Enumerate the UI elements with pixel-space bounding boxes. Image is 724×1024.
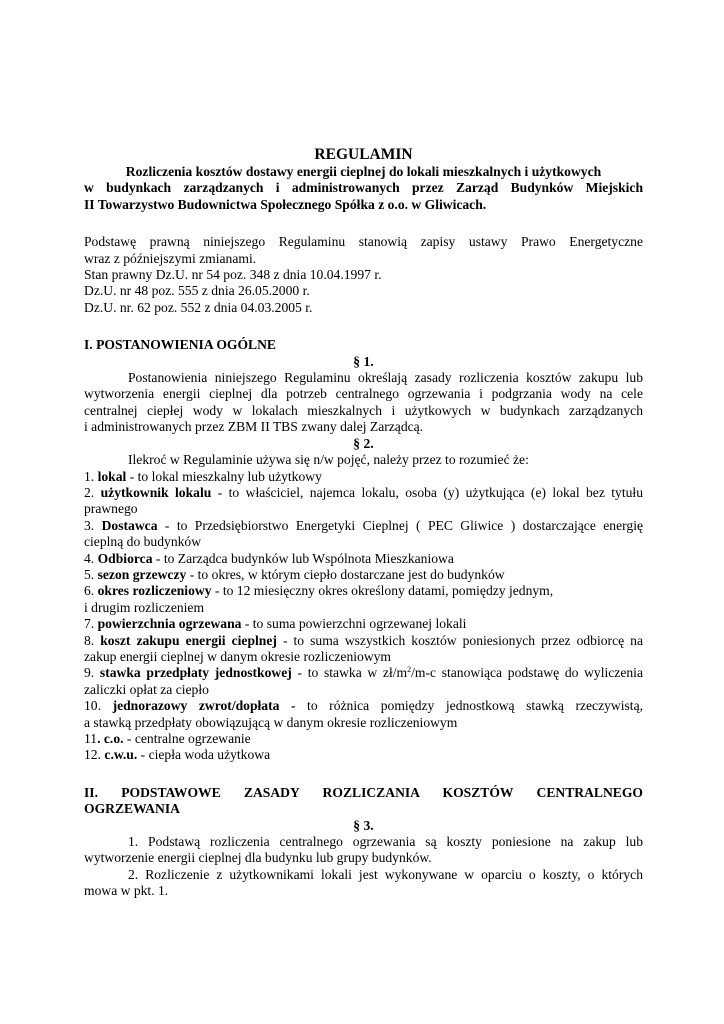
paragraph-1-line: centralnej ciepłej wody w lokalach mieszkalnych i użytkowych w budynkach zarządzanych: [84, 402, 643, 418]
legal-ref: Dz.U. nr 48 poz. 555 z dnia 26.05.2000 r.: [84, 283, 310, 299]
definition-continuation: cieplną do budynków: [84, 534, 202, 550]
paragraph-1-line: Postanowienia niniejszego Regulaminu określają zasady rozliczenia kosztów zakupu lub: [128, 370, 643, 386]
section-2-heading-line-1: II. PODSTAWOWE ZASADY ROZLICZANIA KOSZTÓW CENTRALNEGO: [84, 784, 643, 800]
definition-item: 1. lokal - to lokal mieszkalny lub użytkowy: [84, 468, 322, 484]
definition-item: 4. Odbiorca - to Zarządca budynków lub Wspólnota Mieszkaniowa: [84, 550, 454, 566]
subtitle-line-2: w budynkach zarządzanych i administrowanych przez Zarząd Budynków Miejskich: [84, 180, 643, 196]
definition-item: 8. koszt zakupu energii cieplnej - to suma wszystkich kosztów poniesionych przez odbiorcę na: [84, 632, 643, 648]
definition-continuation: prawnego: [84, 501, 138, 517]
definition-list: [84, 469, 643, 764]
legal-ref: Stan prawny Dz.U. nr 54 poz. 348 z dnia 10.04.1997 r.: [84, 267, 382, 283]
legal-intro-line-2: wraz z późniejszymi zmianami.: [84, 250, 257, 266]
definition-item: 2. użytkownik lokalu - to właściciel, najemca lokalu, osoba (y) użytkująca (e) lokal bez tytułu: [84, 484, 643, 500]
section-2: [84, 785, 643, 900]
definition-item: 12. c.w.u. - ciepła woda użytkowa: [84, 747, 271, 763]
definition-continuation: zaliczki opłat za ciepło: [84, 681, 209, 697]
paragraph-2-sign: § 2.: [353, 435, 374, 451]
definition-item: 7. powierzchnia ogrzewana - to suma powierzchni ogrzewanej lokali: [84, 616, 467, 632]
document-page: [84, 146, 643, 900]
definition-item: 11. c.o. - centralne ogrzewanie: [84, 731, 251, 746]
paragraph-2-intro: Ilekroć w Regulaminie używa się n/w pojęć, należy przez to rozumieć że:: [128, 452, 529, 468]
subtitle-line-3: II Towarzystwo Budownictwa Społecznego Spółka z o.o. w Gliwicach.: [84, 196, 487, 212]
legal-intro-line-1: Podstawę prawną niniejszego Regulaminu stanowią zapisy ustawy Prawo Energetyczne: [84, 234, 643, 250]
definition-item: 10. jednorazowy zwrot/dopłata - to różnica pomiędzy jednostkową stawką rzeczywistą,: [84, 698, 643, 714]
definition-continuation: i drugim rozliczeniem: [84, 599, 205, 615]
section-1: [84, 337, 643, 764]
definition-item: 3. Dostawca - to Przedsiębiorstwo Energetyki Cieplnej ( PEC Gliwice ) dostarczające energię: [84, 517, 644, 533]
definition-item: 6. okres rozliczeniowy - to 12 miesięczny okres określony datami, pomiędzy jednym,: [84, 583, 554, 599]
document-title: REGULAMIN: [314, 146, 413, 163]
paragraph-3-item-1-line-2: wytworzenie energii cieplnej dla budynku lub grupy budynków.: [84, 850, 432, 866]
legal-ref: Dz.U. nr. 62 poz. 552 z dnia 04.03.2005 r.: [84, 299, 313, 315]
paragraph-3-sign: § 3.: [353, 817, 374, 833]
document-subtitle: [84, 164, 643, 213]
subtitle-line-1: Rozliczenia kosztów dostawy energii cieplnej do lokali mieszkalnych i użytkowych: [125, 164, 602, 179]
definition-item: 5. sezon grzewczy - to okres, w którym ciepło dostarczane jest do budynków: [84, 566, 505, 582]
section-2-heading-line-2: OGRZEWANIA: [84, 801, 180, 817]
paragraph-3-item-2-line-2: mowa w pkt. 1.: [84, 883, 169, 899]
definition-continuation: a stawką przedpłaty obowiązującą w danym okresie rozliczeniowym: [84, 714, 458, 730]
section-1-heading: I. POSTANOWIENIA OGÓLNE: [84, 337, 276, 353]
paragraph-3-item-2-line-1: 2. Rozliczenie z użytkownikami lokali jest wykonywane w oparciu o koszty, o których: [128, 866, 643, 882]
legal-basis: [84, 234, 643, 316]
paragraph-1-line: wytworzenia energii cieplnej dla potrzeb centralnego ogrzewania i podgrzania wody na cele: [84, 386, 643, 402]
definition-continuation: zakup energii cieplnej w danym okresie rozliczeniowym: [84, 648, 392, 664]
paragraph-3-item-1-line-1: 1. Podstawą rozliczenia centralnego ogrzewania są koszty poniesione na zakup lub: [128, 834, 643, 850]
paragraph-1-line: i administrowanych przez ZBM II TBS zwany dalej Zarządcą.: [84, 419, 424, 435]
definition-item: 9. stawka przedpłaty jednostkowej - to stawka w $zł/m^2/m-c$ stanowiąca podstawę do wyliczenia: [84, 665, 643, 681]
paragraph-1-sign: § 1.: [353, 353, 374, 369]
